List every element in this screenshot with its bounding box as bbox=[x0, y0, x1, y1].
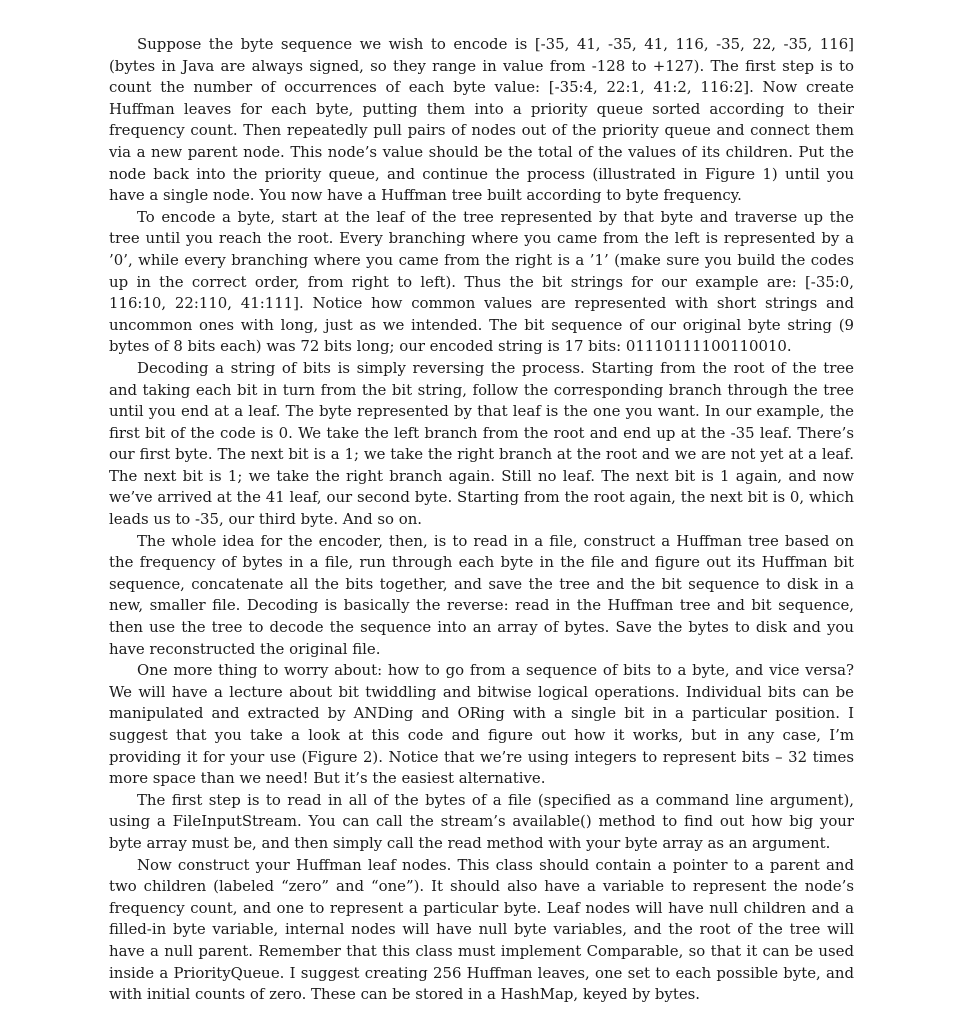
paragraph-decoding: Decoding a string of bits is simply reversing the process. Starting from the root of the tree and taking each bit in turn from the bit string, follow the corresponding branch through the tree until you end at a leaf. The byte represented by that leaf is the one you want. In our example, the first bit of the code is 0. We take the left branch from the root and end up at the -35 leaf. There’s our first byte. The next bit is a 1; we take the right branch at the root and we are not yet at a leaf. The next bit is 1; we take the right branch again. Still no leaf. The next bit is 1 again, and now we’ve arrived at the 41 leaf, our second byte. Starting from the root again, the next bit is 0, which leads us to -35, our third byte. And so on. bbox=[109, 358, 854, 529]
paragraph-huffman-tree-construction: Suppose the byte sequence we wish to encode is [-35, 41, -35, 41, 116, -35, 22, -35, 116] (bytes in Java are always signed, so they range in value from -128 to +127). The first step is to count the number of occurrences of each byte value: [-35:4, 22:1, 41:2, 116:2]. Now create Huffman leaves for each byte, putting them into a priority queue sorted according to their frequency count. Then repeatedly pull pairs of nodes out of the priority queue and connect them via a new parent node. This node’s value should be the total of the values of its children. Put the node back into the priority queue, and continue the process (illustrated in Figure 1) until you have a single node. You now have a Huffman tree built according to byte frequency. bbox=[109, 35, 854, 205]
paragraph-encoding: To encode a byte, start at the leaf of the tree represented by that byte and traverse up the tree until you reach the root. Every branching where you came from the left is represented by a ’0’, while every branching where you came from the right is a ’1’ (make sure you build the codes up in the correct order, from right to left). Thus the bit strings for our example are: [-35:0, 116:10, 22:110, 41:111]. Notice how common values are represented with short strings and uncommon ones with long, just as we intended. The bit sequence of our original byte string (9 bytes of 8 bits each) was 72 bits long; our encoded string is 17 bits: 01110111100110010. bbox=[109, 207, 854, 356]
paragraph-bit-twiddling: One more thing to worry about: how to go from a sequence of bits to a byte, and vice versa? We will have a lecture about bit twiddling and bitwise logical operations. Individual bits can be manipulated and extracted by ANDing and ORing with a single bit in a particular position. I suggest that you take a look at this code and figure out how it works, but in any case, I’m providing it for your use (Figure 2). Notice that we’re using integers to represent bits – 32 times more space than we need! But it’s the easiest alternative. bbox=[109, 661, 854, 788]
paragraph-leaf-nodes: Now construct your Huffman leaf nodes. This class should contain a pointer to a parent and two children (labeled “zero” and “one”). It should also have a variable to represent the node’s frequency count, and one to represent a particular byte. Leaf nodes will have null children and a filled-in byte variable, internal nodes will have null byte variables, and the root of the tree will have a null parent. Remember that this class must implement Comparable, so that it can be used inside a PriorityQueue. I suggest creating 256 Huffman leaves, one set to each possible byte, and with initial counts of zero. These can be stored in a HashMap, keyed by bytes. bbox=[109, 855, 854, 1004]
paragraph-encoder-overview: The whole idea for the encoder, then, is to read in a file, construct a Huffman tree based on the frequency of bytes in a file, run through each byte in the file and figure out its Huffman bit sequence, concatenate all the bits together, and save the tree and the bit sequence to disk in a new, smaller file. Decoding is basically the reverse: read in the Huffman tree and bit sequence, then use the tree to decode the sequence into an array of bytes. Save the bytes to disk and you have reconstructed the original file. bbox=[109, 531, 854, 658]
document-body bbox=[109, 34, 854, 1006]
paragraph-read-file: The first step is to read in all of the bytes of a file (specified as a command line argument), using a FileInputStream. You can call the stream’s available() method to find out how big your byte array must be, and then simply call the read method with your byte array as an argument. bbox=[109, 790, 854, 852]
